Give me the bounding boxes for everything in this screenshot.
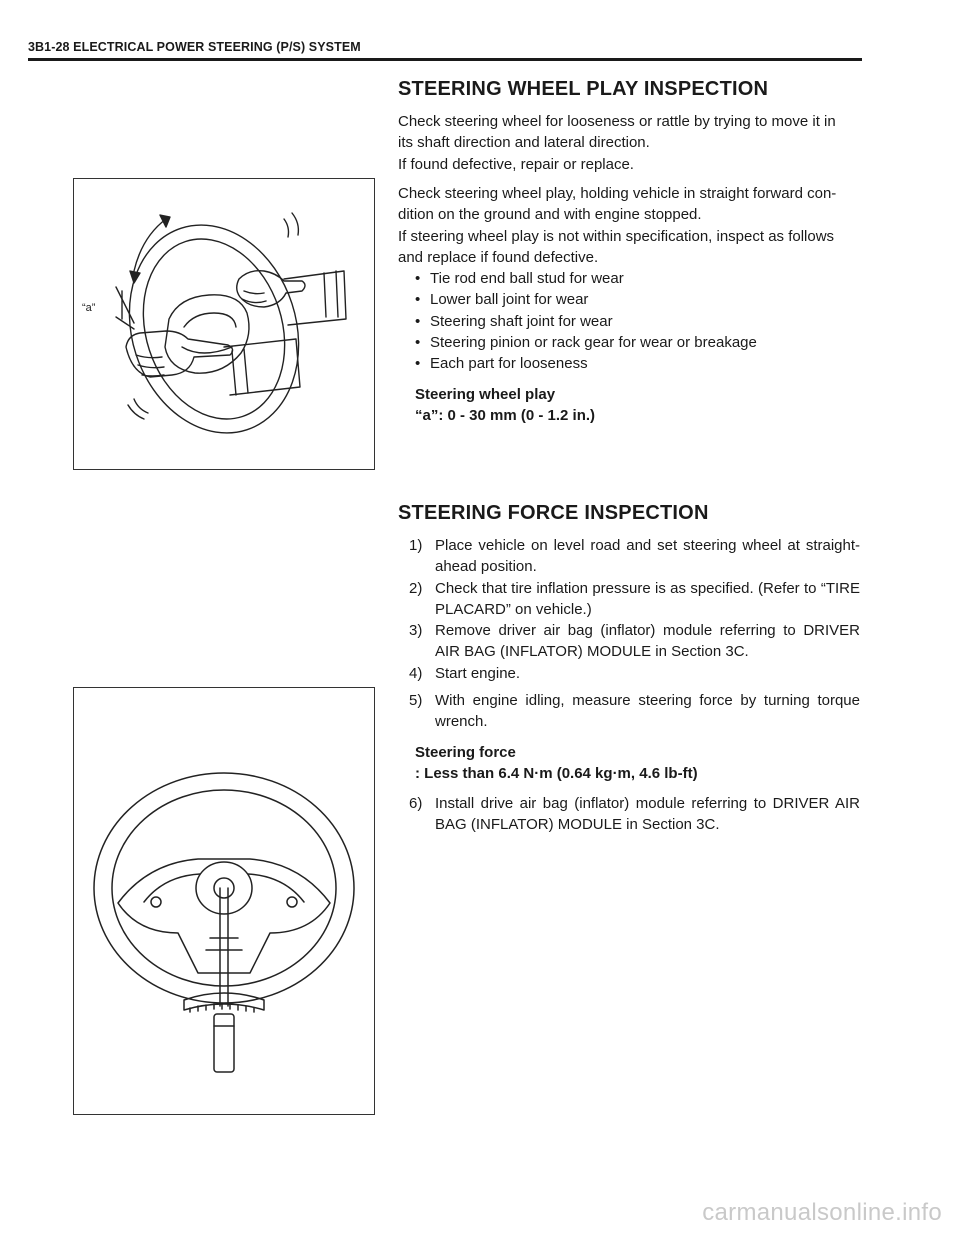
list-item: • Tie rod end ball stud for wear [415,268,860,289]
wheel-rim-inner [121,220,307,437]
paragraph [398,183,860,268]
section-wheel-play-body [398,183,860,426]
step-number: 6) [409,795,423,813]
step-text: Start engine. [435,664,521,682]
wheel-spokes [118,859,330,973]
step-text: Check that tire inflation pressure is as specified. (Refer to “TIRE PLACARD” on vehicle.) [435,579,860,618]
inspection-list [398,268,860,374]
paragraph: If found defective, repair or replace. [398,155,634,173]
paragraph [398,111,860,154]
step-item [398,663,860,684]
step-text: Place vehicle on level road and set steering wheel at straight-ahead position. [435,537,860,576]
step-number: 4) [409,664,423,682]
spec-value: “a”: 0 - 30 mm (0 - 1.2 in.) [415,406,596,424]
step-text: Remove driver air bag (inflator) module referring to DRIVER AIR BAG (INFLATOR) MODULE in Section 3C. [435,622,860,661]
dimension-label-a: “a” [82,302,96,314]
step-item [398,620,860,663]
step-item [398,793,860,836]
steps-list [398,793,860,836]
step-item [398,535,860,578]
step-text: Install drive air bag (inflator) module referring to DRIVER AIR BAG (INFLATOR) MODULE in Section 3C. [435,795,860,834]
step-number: 3) [409,622,423,640]
list-item: • Steering shaft joint for wear [415,311,860,332]
section-steering-force-steps-b [398,690,860,836]
steering-wheel-hands-illustration [74,179,374,469]
step-text: With engine idling, measure steering force by turning torque wrench. [435,692,860,731]
step-item [398,690,860,733]
figure-steering-force [73,687,375,1115]
header-rule [28,58,862,61]
wrench-scale [184,993,264,1010]
step-number: 5) [409,692,423,709]
page-header: 3B1-28 ELECTRICAL POWER STEERING (P/S) SYSTEM [28,40,361,54]
section-wheel-play-intro [398,111,860,175]
list-item: • Each part for looseness [415,353,860,374]
wheel-rim-outer [94,773,354,1003]
steering-wheel-torque-wrench-illustration [74,688,374,1114]
paragraph-line: Check steering wheel for looseness or rattle by trying to move it in [398,113,836,130]
footer-watermark: carmanualsonline.info [702,1199,942,1226]
wheel-rim-inner [112,790,336,986]
list-item: • Lower ball joint for wear [415,289,860,310]
paragraph-line: If steering wheel play is not within specification, inspect as follows [398,227,835,245]
wheel-hub [165,295,249,373]
paragraph-line: and replace if found defective. [398,248,599,266]
paragraph-line: dition on the ground and with engine stopped. [398,206,702,224]
wheel-hub [196,862,252,914]
paragraph-line: its shaft direction and lateral direction. [398,134,650,152]
steps-list [398,535,860,684]
step-item [398,578,860,621]
paragraph-line: Check steering wheel play, holding vehicle in straight forward con- [398,185,837,202]
figure-steering-wheel-play [73,178,375,470]
spec-value: : Less than 6.4 N·m (0.64 kg·m, 4.6 lb-ft) [415,764,698,782]
section-heading-steering-force: STEERING FORCE INSPECTION [398,502,709,524]
wrench-handle [214,1014,234,1072]
spec-label: Steering force [415,743,516,761]
step-number: 2) [409,579,423,597]
spec-label: Steering wheel play [415,385,556,403]
section-heading-wheel-play: STEERING WHEEL PLAY INSPECTION [398,78,769,100]
section-steering-force-steps-a [398,535,860,684]
play-arrow [134,219,166,271]
list-item: • Steering pinion or rack gear for wear or breakage [415,332,860,353]
step-number: 1) [409,537,423,554]
steps-list [398,690,860,733]
